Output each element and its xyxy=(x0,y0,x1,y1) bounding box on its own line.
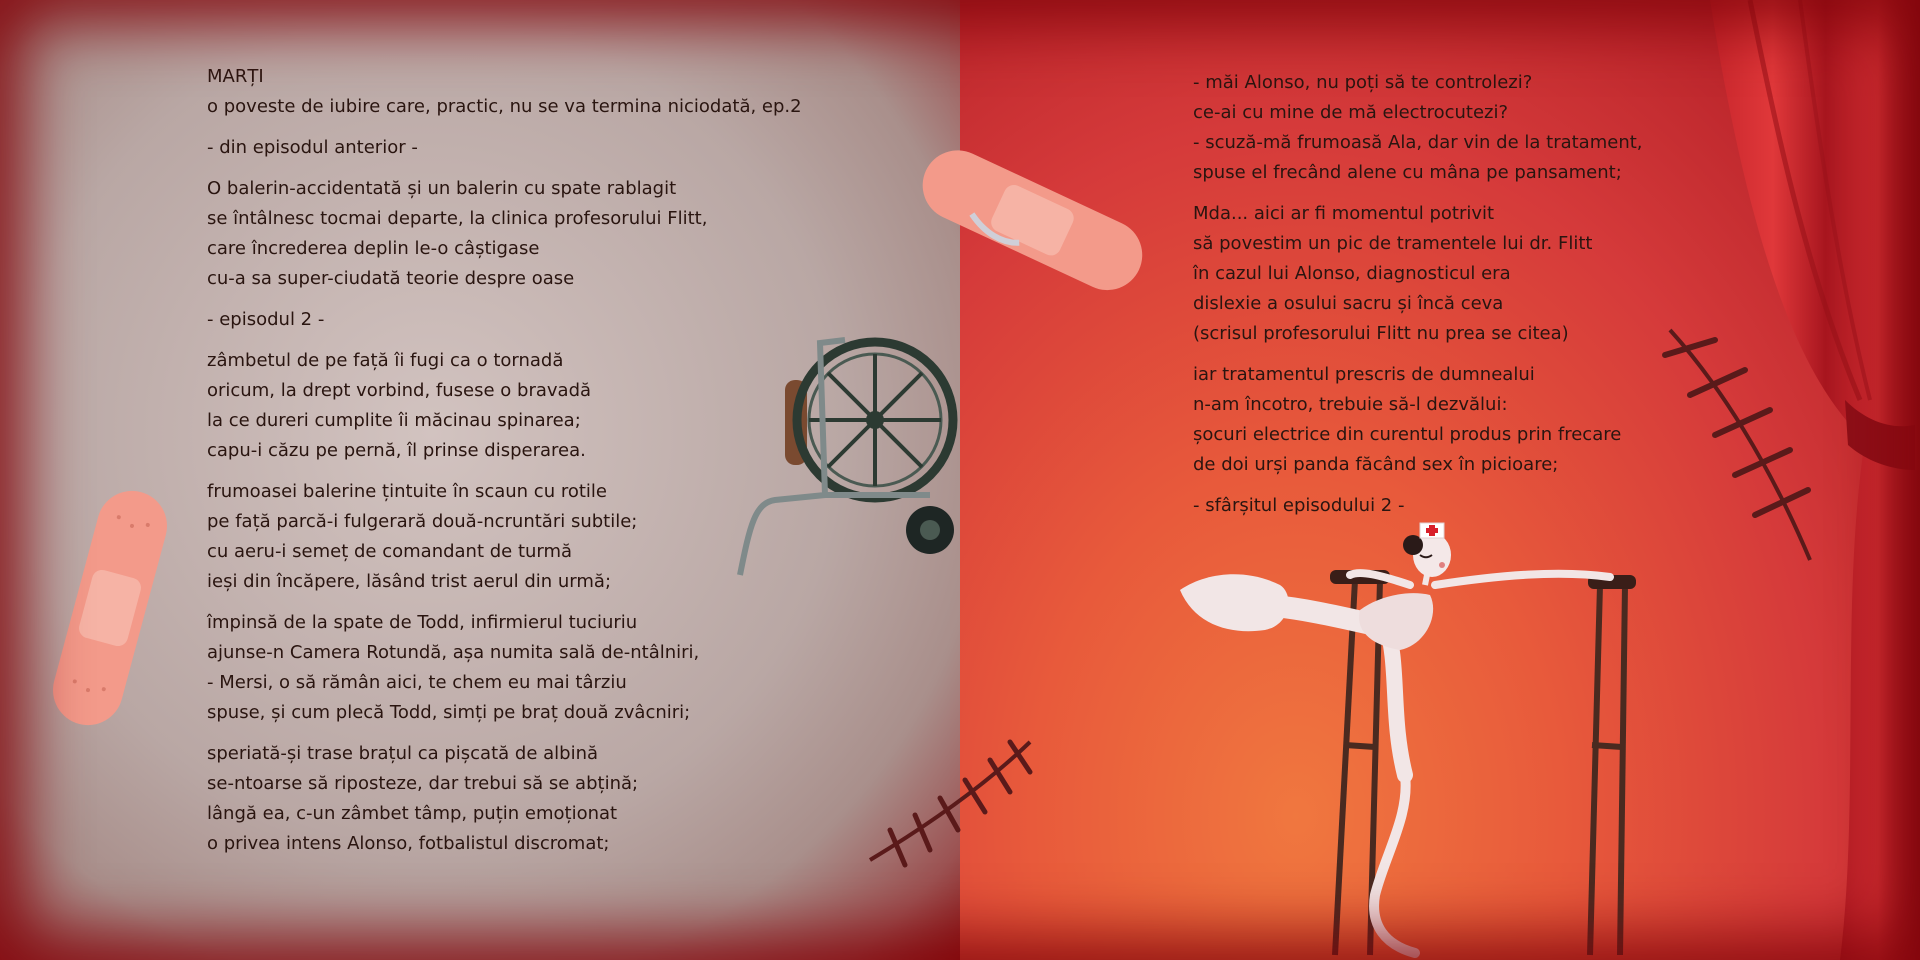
text-line: - Mersi, o să rămân aici, te chem eu mai târziu xyxy=(207,672,627,693)
text-line: n-am încotro, trebuie să-l dezvălui: xyxy=(1193,394,1508,415)
ballerina-nurse-illustration xyxy=(1170,515,1660,960)
text-line: pe față parcă-i fulgerară două-ncruntări subtile; xyxy=(207,511,638,532)
text-line: să povestim un pic de tramentele lui dr. Flitt xyxy=(1193,233,1593,254)
text-line: o privea intens Alonso, fotbalistul discromat; xyxy=(207,833,610,854)
text-line: dislexie a osului sacru și încă ceva xyxy=(1193,293,1504,314)
stanza-gap xyxy=(1193,188,1643,199)
stanza-gap xyxy=(207,294,802,305)
stanza-gap xyxy=(207,122,802,133)
text-line: O balerin-accidentată și un balerin cu spate rablagit xyxy=(207,178,677,199)
bandage-illustration xyxy=(40,478,180,738)
text-line: - din episodul anterior - xyxy=(207,137,418,158)
stanza-gap xyxy=(1193,480,1643,491)
text-line: care încrederea deplin le-o câștigase xyxy=(207,238,540,259)
stanza-gap xyxy=(1193,349,1643,360)
stitches-illustration xyxy=(1660,325,1820,565)
text-line: la ce dureri cumplite îi măcinau spinarea; xyxy=(207,410,581,431)
text-line: se-ntoarse să riposteze, dar trebui să se abțină; xyxy=(207,773,639,794)
text-line: capu-i căzu pe pernă, îl prinse disperarea. xyxy=(207,440,586,461)
text-line: în cazul lui Alonso, diagnosticul era xyxy=(1193,263,1511,284)
text-line: se întâlnesc tocmai departe, la clinica profesorului Flitt, xyxy=(207,208,708,229)
text-line: șocuri electrice din curentul produs prin frecare xyxy=(1193,424,1622,445)
text-line: Mda... aici ar fi momentul potrivit xyxy=(1193,203,1495,224)
text-line: spuse el frecând alene cu mâna pe pansament; xyxy=(1193,162,1622,183)
text-line: (scrisul profesorului Flitt nu prea se citea) xyxy=(1193,323,1569,344)
text-line: - episodul 2 - xyxy=(207,309,325,330)
stanza-gap xyxy=(207,597,802,608)
text-line: frumoasei balerine țintuite în scaun cu rotile xyxy=(207,481,607,502)
stitches-illustration xyxy=(860,730,1040,870)
text-line: spuse, și cum plecă Todd, simți pe braț două zvâcniri; xyxy=(207,702,691,723)
text-line: de doi urși panda făcând sex în picioare; xyxy=(1193,454,1559,475)
text-line: ajunse-n Camera Rotundă, așa numita sală de-ntâlniri, xyxy=(207,642,700,663)
stanza-gap xyxy=(207,728,802,739)
text-line: cu aeru-i semeț de comandant de turmă xyxy=(207,541,573,562)
text-line: - sfârșitul episodului 2 - xyxy=(1193,495,1405,516)
text-line: iar tratamentul prescris de dumnealui xyxy=(1193,364,1535,385)
text-line: - măi Alonso, nu poți să te controlezi? xyxy=(1193,72,1533,93)
text-line: lângă ea, c-un zâmbet tâmp, puțin emoționat xyxy=(207,803,618,824)
text-line: o poveste de iubire care, practic, nu se va termina niciodată, ep.2 xyxy=(207,96,802,117)
text-line: speriată-și trase brațul ca pișcată de albină xyxy=(207,743,599,764)
text-line: zâmbetul de pe față îi fugi ca o tornadă xyxy=(207,350,564,371)
stanza-gap xyxy=(207,163,802,174)
text-line: MARȚI xyxy=(207,66,264,87)
stanza-gap xyxy=(207,466,802,477)
text-line: - scuză-mă frumoasă Ala, dar vin de la tratament, xyxy=(1193,132,1643,153)
stanza-gap xyxy=(207,335,802,346)
text-line: ieși din încăpere, lăsând trist aerul din urmă; xyxy=(207,571,612,592)
text-line: cu-a sa super-ciudată teorie despre oase xyxy=(207,268,575,289)
left-page-text xyxy=(207,62,802,859)
text-line: ce-ai cu mine de mă electrocutezi? xyxy=(1193,102,1509,123)
text-line: împinsă de la spate de Todd, infirmierul tuciuriu xyxy=(207,612,638,633)
text-line: oricum, la drept vorbind, fusese o bravadă xyxy=(207,380,592,401)
bandage-illustration xyxy=(905,140,1160,300)
right-page-text xyxy=(1193,68,1643,521)
